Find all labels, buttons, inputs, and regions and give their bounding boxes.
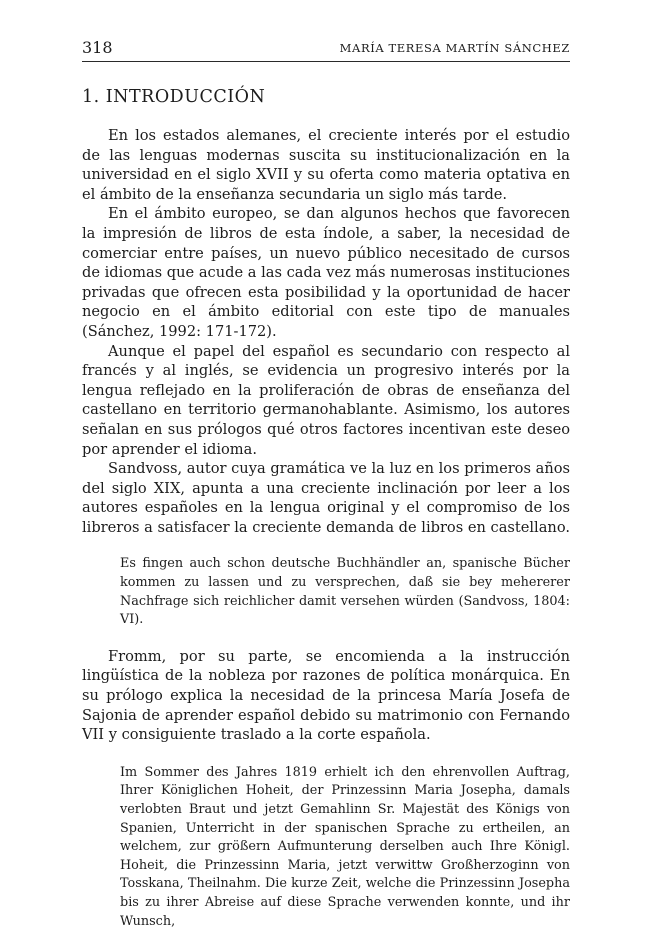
- page-number: 318: [82, 38, 113, 57]
- block-quote: Es fingen auch schon deutsche Buchhändler an, spanische Bücher kommen zu lassen und zu versprechen, daß sie bey mehererer Nachfrage sich reichlicher damit versehen würden (Sandvoss, 1804: VI).: [120, 556, 570, 628]
- running-head-author: MARÍA TERESA MARTÍN SÁNCHEZ: [339, 41, 570, 55]
- paragraph: Sandvoss, autor cuya gramática ve la luz en los primeros años del siglo XIX, apunta a una creciente inclinación por leer a los autores españoles en la lengua original y el compromiso de los libreros a satisfacer la creciente demanda de libros en castellano.: [82, 460, 570, 536]
- header-rule: [82, 61, 570, 62]
- page-header: [82, 38, 570, 60]
- section-heading: 1. INTRODUCCIÓN: [82, 87, 266, 107]
- paragraph: Fromm, por su parte, se encomienda a la instrucción lingüística de la nobleza por razones de política monárquica. En su prólogo explica la necesidad de la princesa María Josefa de Sajonia de aprender español debido su matrimonio con Fernando VII y consiguiente traslado a la corte española.: [82, 647, 570, 744]
- body-text: [82, 126, 570, 931]
- paragraph: En el ámbito europeo, se dan algunos hechos que favorecen la impresión de libros de esta índole, a saber, la necesidad de comerciar entre países, un nuevo público necesitado de cursos de idiomas que acude a las cada vez más numerosas instituciones privadas que ofrecen esta posibilidad y la oportunidad de hacer negocio en el ámbito editorial con este tipo de manuales (Sánchez, 1992: 171-172).: [82, 205, 570, 340]
- paragraph: En los estados alemanes, el creciente interés por el estudio de las lenguas modernas suscita su institucionalización en la universidad en el siglo XVII y su oferta como materia optativa en el ámbito de la enseñanza secundaria un siglo más tarde.: [82, 127, 570, 203]
- paragraph: Aunque el papel del español es secundario con respecto al francés y al inglés, se evidencia un progresivo interés por la lengua reflejado en la proliferación de obras de enseñanza del castellano en territorio germanohablante. Asimismo, los autores señalan en sus prólogos qué otros factores incentivan este deseo por aprender el idioma.: [82, 342, 570, 458]
- block-quote: Im Sommer des Jahres 1819 erhielt ich den ehrenvollen Auftrag, Ihrer Königlichen Hoheit, der Prinzessinn Maria Josepha, damals verlobten Braut und jetzt Gemahlinn Sr. Majestät des Königs von Spanien, Unterricht in der spanischen Sprache zu ertheilen, an welchem, zur größern Aufmunterung derselben auch Ihre Königl. Hoheit, die Prinzessinn Maria, jetzt verwittw Großherzoginn von Tosskana, Theilnahm. Die kurze Zeit, welche die Prinzessinn Josepha bis zu ihrer Abreise auf diese Sprache verwenden konnte, und ihr Wunsch,: [120, 764, 570, 929]
